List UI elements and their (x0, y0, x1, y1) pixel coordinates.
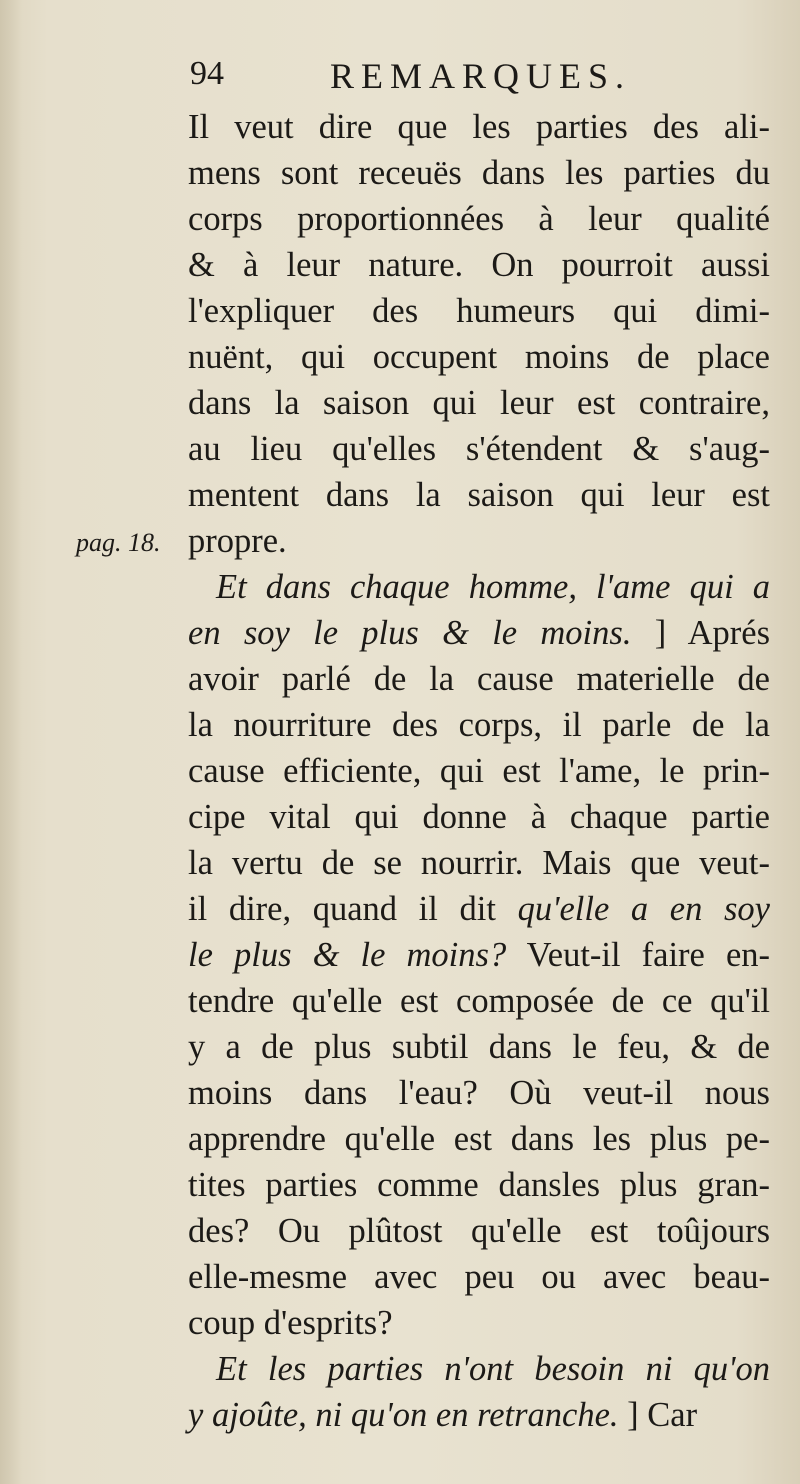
text-line (188, 1162, 770, 1208)
text-segment: coup d'esprits? (188, 1304, 393, 1342)
text-segment: ] Car (618, 1396, 698, 1434)
text-line (188, 978, 770, 1024)
italic-quote: en soy le plus & le moins. (188, 614, 632, 652)
text-segment: corps proportionnées à leur qualité (188, 200, 770, 238)
text-segment: cipe vital qui donne à chaque partie (188, 798, 770, 836)
text-segment: tendre qu'elle est composée de ce qu'il (188, 982, 770, 1020)
text-line (188, 518, 770, 564)
text-line (188, 242, 770, 288)
text-segment: moins dans l'eau? Où veut-il nous (188, 1074, 770, 1112)
text-segment: la vertu de se nourrir. Mais que veut- (188, 844, 770, 882)
italic-quote: y ajoûte, ni qu'on en retranche. (188, 1396, 619, 1434)
text-line (188, 1254, 770, 1300)
italic-quote: qu'elle a en soy (517, 890, 770, 928)
page-header (190, 55, 780, 105)
text-line (188, 886, 770, 932)
text-segment: l'expliquer des humeurs qui dimi- (188, 292, 770, 330)
italic-quote: Et les parties n'ont besoin ni qu'on (216, 1350, 770, 1388)
body-text (188, 104, 770, 1438)
italic-quote: Et dans chaque homme, l'ame qui a (216, 568, 770, 606)
text-segment: apprendre qu'elle est dans les plus pe- (188, 1120, 770, 1158)
text-segment: Il veut dire que les parties des ali- (188, 108, 770, 146)
text-line (188, 1300, 770, 1346)
text-line (188, 1024, 770, 1070)
text-segment: propre. (188, 522, 287, 560)
text-segment: tites parties comme dansles plus gran- (188, 1166, 770, 1204)
text-segment: mentent dans la saison qui leur est (188, 476, 770, 514)
text-line (188, 1346, 770, 1392)
text-line (188, 656, 770, 702)
text-segment: des? Ou plûtost qu'elle est toûjours (188, 1212, 770, 1250)
running-title: REMARQUES. (330, 56, 632, 96)
text-line (188, 932, 770, 978)
text-segment: cause efficiente, qui est l'ame, le prin- (188, 752, 770, 790)
text-line (188, 472, 770, 518)
text-line (188, 748, 770, 794)
text-line (188, 150, 770, 196)
text-line (188, 380, 770, 426)
text-segment: la nourriture des corps, il parle de la (188, 706, 770, 744)
text-line (188, 334, 770, 380)
text-line (188, 840, 770, 886)
text-segment: au lieu qu'elles s'étendent & s'aug- (188, 430, 770, 468)
text-line (188, 288, 770, 334)
margin-reference: pag. 18. (76, 528, 161, 557)
text-line (188, 564, 770, 610)
text-segment: & à leur nature. On pourroit aussi (188, 246, 770, 284)
text-line (188, 1070, 770, 1116)
text-line (188, 104, 770, 150)
text-segment: y a de plus subtil dans le feu, & de (188, 1028, 770, 1066)
text-line (188, 702, 770, 748)
text-segment: dans la saison qui leur est contraire, (188, 384, 770, 422)
text-segment: mens sont receuës dans les parties du (188, 154, 770, 192)
page-number: 94 (190, 55, 224, 92)
text-segment: ] Aprés (631, 614, 770, 652)
text-line (188, 794, 770, 840)
text-line (188, 1116, 770, 1162)
text-segment: Veut-il faire en- (506, 936, 770, 974)
text-line (188, 1208, 770, 1254)
text-segment: elle-mesme avec peu ou avec beau- (188, 1258, 770, 1296)
text-segment: nuënt, qui occupent moins de place (188, 338, 770, 376)
text-line (188, 426, 770, 472)
italic-quote: le plus & le moins? (188, 936, 507, 974)
text-line (188, 610, 770, 656)
text-line (188, 1392, 770, 1438)
text-segment: avoir parlé de la cause materielle de (188, 660, 770, 698)
text-segment: il dire, quand il dit (188, 890, 518, 928)
text-line (188, 196, 770, 242)
